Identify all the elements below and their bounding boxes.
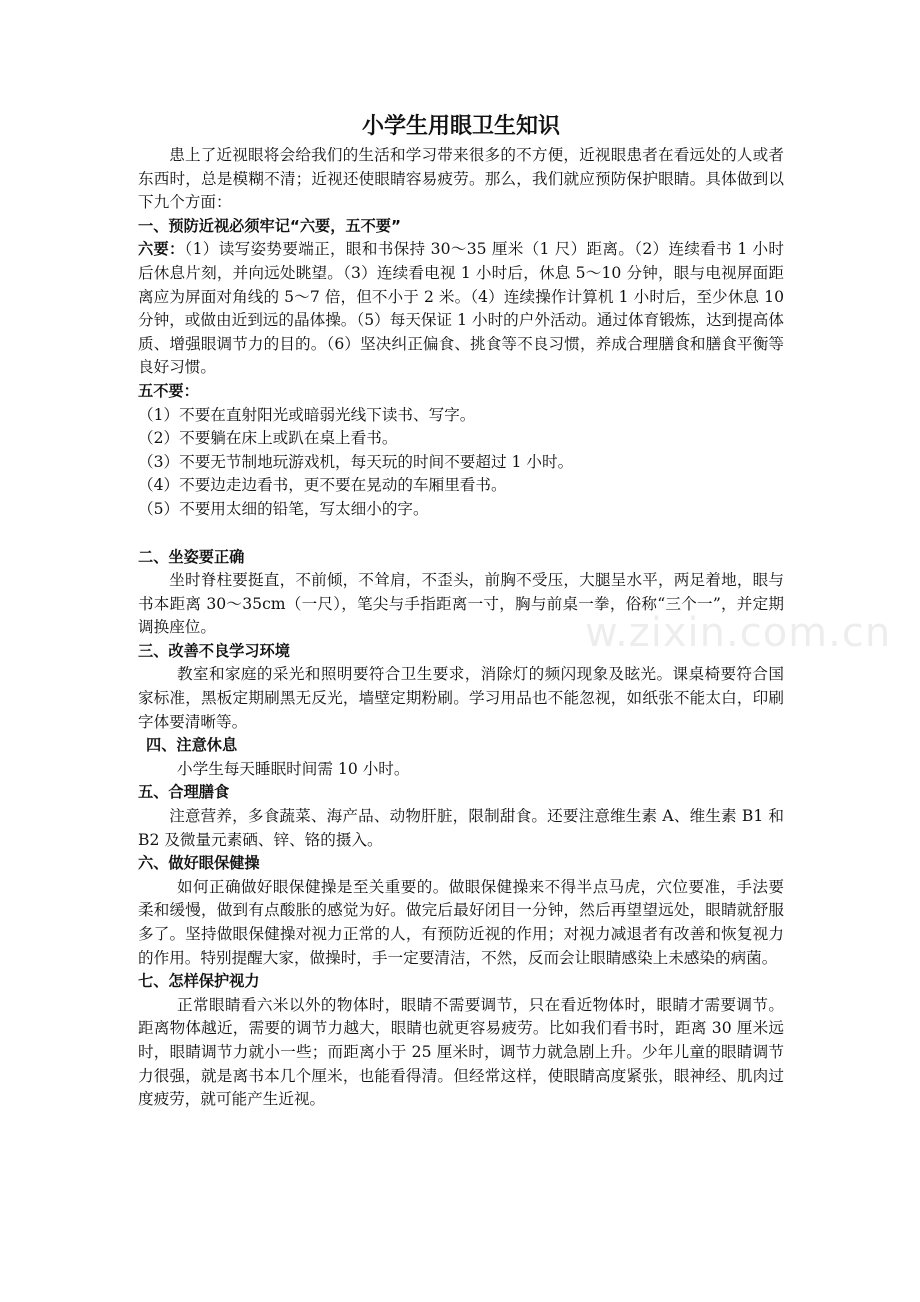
section-2-heading: 二、坐姿要正确	[138, 547, 245, 566]
five-donts-item: （2）不要躺在床上或趴在桌上看书。	[138, 429, 398, 448]
six-musts-label: 六要：	[138, 240, 185, 259]
five-donts-label: 五不要：	[138, 381, 199, 400]
watermark-text: w.zixin.com.cn	[585, 610, 892, 656]
section-7-heading: 七、怎样保护视力	[138, 972, 260, 991]
section-4-heading: 四、注意休息	[146, 736, 238, 755]
intro-paragraph: 患上了近视眼将会给我们的生活和学习带来很多的不方便，近视眼患者在看远处的人或者东西时，总是模糊不清；近视还使眼睛容易疲劳。那么，我们就应预防保护眼睛。具体做到以下九个方面：	[138, 146, 784, 212]
section-5-text: 注意营养，多食蔬菜、海产品、动物肝脏，限制甜食。还要注意维生素 A、维生素 B1 和 B2 及微量元素硒、锌、铬的摄入。	[138, 807, 784, 849]
section-1-heading: 一、预防近视必须牢记“六要，五不要”	[138, 216, 401, 235]
section-4-text: 小学生每天睡眠时间需 10 小时。	[177, 759, 410, 778]
section-6-text: 如何正确做好眼保健操是至关重要的。做眼保健操来不得半点马虎，穴位要准，手法要柔和缓慢，做到有点酸胀的感觉为好。做完后最好闭目一分钟，然后再望望远处，眼睛就舒服多了。坚持做眼保健操对视力正常的人，有预防近视的作用；对视力减退者有改善和恢复视力的作用。特别提醒大家，做操时，手一定要清洁，不然，反而会让眼睛感染上未感染的病菌。	[138, 877, 784, 967]
six-musts-text: （1）读写姿势要端正，眼和书保持 30～35 厘米（1 尺）距离。（2）连续看书 1 小时后休息片刻，并向远处眺望。（3）连续看电视 1 小时后，休息 5～10 分钟，眼与电视屏面距离应为屏面对角线的 5～7 倍，但不小于 2 米。（4）连续操作计算机 1 小时后，至少休息 10 分钟，或做由近到远的晶体操。（5）每天保证 1 小时的户外活动。通过体育锻炼，达到提高体质、增强眼调节力的目的。（6）坚决纠正偏食、挑食等不良习惯，养成合理膳食和膳食平衡等良好习惯。	[138, 240, 784, 377]
section-spacer	[138, 522, 784, 546]
five-donts-item: （3）不要无节制地玩游戏机，每天玩的时间不要超过 1 小时。	[138, 452, 574, 471]
five-donts-item: （5）不要用太细的铅笔，写太细小的字。	[138, 499, 429, 518]
five-donts-item: （1）不要在直射阳光或暗弱光线下读书、写字。	[138, 405, 476, 424]
six-musts-paragraph	[138, 238, 784, 380]
document-page	[138, 112, 784, 1112]
section-6-heading: 六、做好眼保健操	[138, 854, 260, 873]
section-5-heading: 五、合理膳食	[138, 783, 230, 802]
document-title: 小学生用眼卫生知识	[361, 114, 560, 139]
section-3-heading: 三、改善不良学习环境	[138, 641, 290, 660]
section-7-text: 正常眼睛看六米以外的物体时，眼睛不需要调节，只在看近物体时，眼睛才需要调节。距离物体越近，需要的调节力越大，眼睛也就更容易疲劳。比如我们看书时，距离 30 厘米远时，眼睛调节力就小一些；而距离小于 25 厘米时，调节力就急剧上升。少年儿童的眼睛调节力很强，就是离书本几个厘米，也能看得清。但经常这样，使眼睛高度紧张，眼神经、肌肉过度疲劳，就可能产生近视。	[138, 995, 784, 1109]
five-donts-item: （4）不要边走边看书，更不要在晃动的车厢里看书。	[138, 476, 507, 495]
section-2-text: 坐时脊柱要挺直，不前倾，不耸肩，不歪头，前胸不受压，大腿呈水平，两足着地，眼与书本距离 30～35cm（一尺），笔尖与手指距离一寸，胸与前桌一拳，俗称“三个一”，并定期调换座位。	[138, 571, 784, 637]
section-3-text: 教室和家庭的采光和照明要符合卫生要求，消除灯的频闪现象及眩光。课桌椅要符合国家标准，黑板定期刷黑无反光，墙壁定期粉刷。学习用品也不能忽视，如纸张不能太白，印刷字体要清晰等。	[138, 665, 784, 731]
